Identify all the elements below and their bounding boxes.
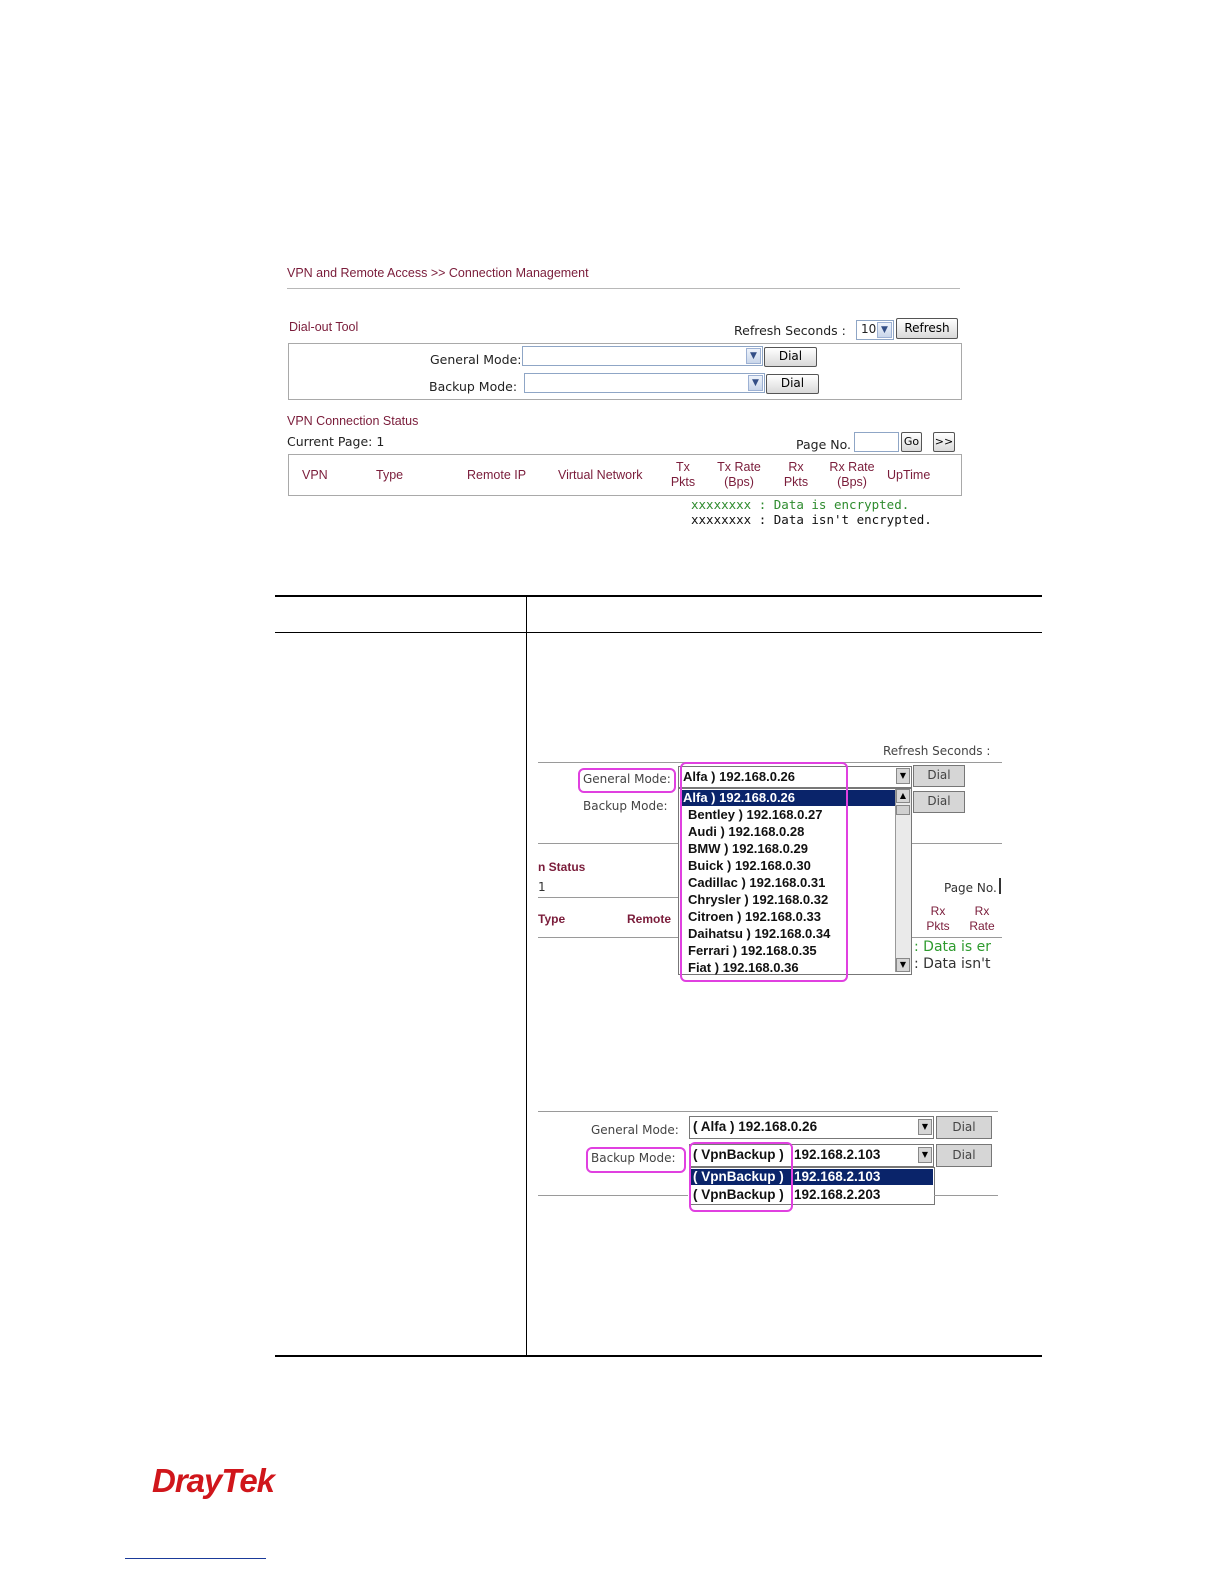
col-remote-ip: Remote IP: [467, 468, 527, 482]
chevron-down-icon: ▼: [918, 1147, 932, 1163]
general-mode-select[interactable]: [522, 346, 763, 366]
col-rx-pkts-line1: Rx: [788, 460, 804, 474]
legend-encrypted: xxxxxxxx : Data is encrypted.: [691, 497, 910, 512]
chevron-down-icon: ▼: [918, 1119, 932, 1135]
backup-mode-select[interactable]: [524, 373, 765, 393]
ex1-col-rx-rate-line1: Rx: [974, 904, 990, 918]
ex1-selected-value: Alfa ) 192.168.0.26: [683, 769, 796, 784]
col-tx-rate-line1: Tx Rate: [717, 460, 761, 474]
ex1-backup-dial-button[interactable]: Dial: [913, 791, 965, 813]
ex1-option-8[interactable]: Daihatsu ) 192.168.0.34: [688, 926, 831, 941]
ex1-option-6[interactable]: Chrysler ) 192.168.0.32: [688, 892, 829, 907]
col-rx-rate-line2: (Bps): [837, 475, 867, 489]
ex1-page-no-label: Page No.: [944, 881, 997, 895]
col-rx-pkts: [781, 460, 811, 490]
col-rx-rate: [824, 460, 880, 490]
table-column-divider: [526, 596, 527, 1356]
general-dial-button[interactable]: Dial: [764, 347, 817, 367]
ex1-option-4[interactable]: Buick ) 192.168.0.30: [688, 858, 811, 873]
ex1-legend-encrypted: : Data is er: [914, 939, 992, 955]
backup-dial-button[interactable]: Dial: [766, 374, 819, 394]
ex1-col-rx-rate-line2: Rate: [969, 919, 995, 933]
vpn-status-title: VPN Connection Status: [287, 414, 419, 428]
ex2-backup-value-ip: 192.168.2.103: [794, 1147, 881, 1162]
ex2-option-1-name[interactable]: ( VpnBackup ): [693, 1187, 784, 1202]
legend-not-encrypted: xxxxxxxx : Data isn't encrypted.: [691, 512, 932, 527]
ex2-backup-dial-button[interactable]: Dial: [936, 1144, 992, 1167]
refresh-seconds-select[interactable]: [856, 320, 894, 340]
ex2-list-highlight: [689, 1142, 793, 1212]
page-no-label: Page No.: [796, 437, 851, 452]
ex2-divider-bottom-left: [538, 1195, 688, 1196]
ex1-scroll-thumb[interactable]: [896, 805, 910, 815]
ex1-divider-mid-left: [538, 843, 678, 844]
breadcrumb: VPN and Remote Access >> Connection Management: [287, 266, 589, 280]
col-tx-pkts-line1: Tx: [676, 460, 690, 474]
ex1-option-7[interactable]: Citroen ) 192.168.0.33: [688, 909, 821, 924]
ex2-option-0-ip[interactable]: 192.168.2.103: [794, 1169, 881, 1184]
ex1-col-rx-pkts-line1: Rx: [930, 904, 946, 918]
ex1-general-dial-button[interactable]: Dial: [913, 765, 965, 787]
ex2-backup-label: Backup Mode:: [591, 1151, 676, 1165]
ex1-status-fragment: n Status: [538, 860, 586, 874]
ex1-option-10[interactable]: Fiat ) 192.168.0.36: [688, 960, 799, 975]
table-top-rule: [275, 595, 1042, 597]
ex1-general-label-highlight: [578, 768, 676, 793]
chevron-down-icon: ▼: [896, 768, 910, 784]
table-bottom-rule: [275, 1355, 1042, 1357]
table-header-rule: [275, 632, 1042, 633]
ex1-option-2[interactable]: Audi ) 192.168.0.28: [688, 824, 805, 839]
col-virtual-network: Virtual Network: [558, 468, 643, 482]
ex1-col-rx-pkts: [924, 904, 952, 934]
col-type: Type: [376, 468, 404, 482]
draytek-logo: DrayTek: [152, 1462, 275, 1499]
ex2-backup-label-highlight: [586, 1147, 686, 1173]
chevron-down-icon: ▼: [748, 375, 763, 391]
chevron-down-icon: ▼: [877, 322, 892, 338]
ex2-divider-bottom-right: [934, 1195, 998, 1196]
ex1-legend-not-encrypted: : Data isn't: [914, 956, 991, 972]
ex1-col-rx-pkts-line2: Pkts: [926, 919, 950, 933]
ex1-remote-fragment: Remote: [627, 912, 672, 926]
col-vpn: VPN: [302, 468, 328, 482]
ex2-backup-value-name: ( VpnBackup ): [693, 1147, 784, 1162]
col-tx-pkts-line2: Pkts: [670, 475, 696, 489]
current-page: Current Page: 1: [287, 434, 385, 449]
scroll-up-icon[interactable]: ▲: [896, 789, 910, 803]
ex1-col-rx-rate: [966, 904, 998, 934]
col-uptime: UpTime: [887, 468, 931, 482]
page-no-input[interactable]: [854, 432, 899, 452]
ex2-general-value: ( Alfa ) 192.168.0.26: [693, 1119, 818, 1134]
ex1-option-9[interactable]: Ferrari ) 192.168.0.35: [688, 943, 817, 958]
refresh-seconds-value: 10: [861, 322, 877, 336]
col-tx-pkts: [668, 460, 698, 490]
ex1-page-no-input-edge: [999, 878, 1001, 894]
ex1-list-highlight: [680, 762, 848, 982]
ex2-divider-top: [538, 1111, 998, 1112]
ex1-divider-bottom-right: [912, 937, 1002, 938]
ex1-backup-label: Backup Mode:: [583, 799, 668, 813]
next-page-button[interactable]: >>: [933, 432, 955, 452]
go-button[interactable]: Go: [901, 432, 922, 452]
ex1-type-fragment: Type: [538, 912, 566, 926]
ex2-general-dial-button[interactable]: Dial: [936, 1116, 992, 1139]
dialout-title: Dial-out Tool: [289, 320, 359, 334]
backup-mode-label: Backup Mode:: [429, 379, 518, 394]
chevron-down-icon: ▼: [746, 348, 761, 364]
ex2-general-select[interactable]: [689, 1116, 934, 1139]
scroll-down-icon[interactable]: ▼: [896, 958, 910, 972]
col-rx-pkts-line2: Pkts: [783, 475, 809, 489]
ex1-option-0[interactable]: Alfa ) 192.168.0.26: [683, 790, 796, 805]
ex1-divider-mid-right: [912, 843, 1002, 844]
ex1-scrollbar[interactable]: [895, 789, 911, 972]
footer-link-rule: [125, 1558, 266, 1559]
refresh-button[interactable]: Refresh: [896, 318, 958, 339]
col-rx-rate-line1: Rx Rate: [829, 460, 875, 474]
general-mode-label: General Mode:: [430, 352, 522, 367]
ex2-option-0-name[interactable]: ( VpnBackup ): [693, 1169, 784, 1184]
ex1-option-3[interactable]: BMW ) 192.168.0.29: [688, 841, 808, 856]
ex1-divider-table-left: [538, 897, 678, 898]
ex1-page-fragment: 1: [538, 880, 546, 894]
ex2-general-label: General Mode:: [591, 1123, 679, 1137]
breadcrumb-divider: [287, 288, 960, 289]
ex1-option-5[interactable]: Cadillac ) 192.168.0.31: [688, 875, 826, 890]
ex2-option-1-ip[interactable]: 192.168.2.203: [794, 1187, 881, 1202]
ex1-refresh-label: Refresh Seconds :: [883, 744, 991, 758]
ex1-divider-bottom-left: [538, 937, 678, 938]
refresh-seconds-label: Refresh Seconds :: [734, 323, 846, 338]
ex1-option-1[interactable]: Bentley ) 192.168.0.27: [688, 807, 823, 822]
col-tx-rate: [711, 460, 767, 490]
ex1-general-label: General Mode:: [583, 772, 671, 786]
col-tx-rate-line2: (Bps): [724, 475, 754, 489]
